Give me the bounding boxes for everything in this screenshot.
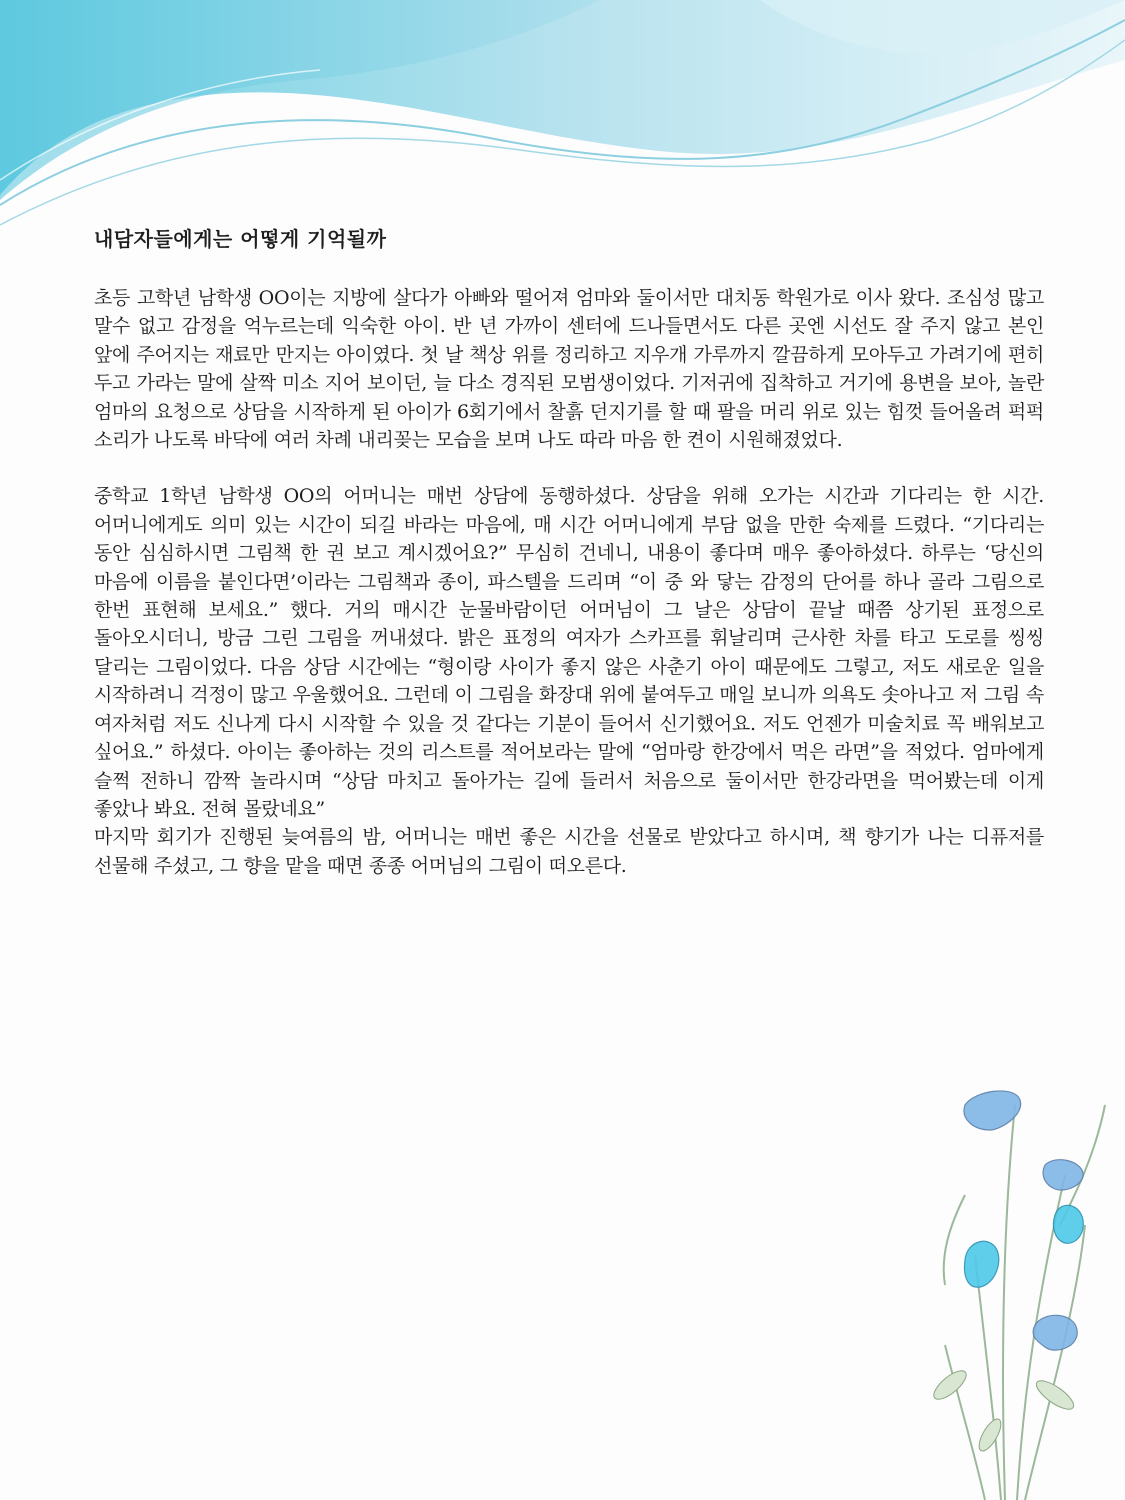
article-body xyxy=(94,224,1044,880)
watercolor-flowers-illustration xyxy=(905,1085,1125,1500)
paragraph-spacer xyxy=(94,454,1044,482)
wave-header-decoration xyxy=(0,0,1125,240)
paragraph-2: 중학교 1학년 남학생 OO의 어머니는 매번 상담에 동행하셨다. 상담을 위해 오가는 시간과 기다리는 한 시간. 어머니에게도 의미 있는 시간이 되길 바라는 마음에, 매 시간 어머니에게 부담 없을 만한 숙제를 드렸다. “기다리는 동안 심심하시면 그림책 한 권 보고 계시겠어요?” 무심히 건네니, 내용이 좋다며 매우 좋아하셨다. 하루는 ‘당신의 마음에 이름을 붙인다면’이라는 그림책과 종이, 파스텔을 드리며 “이 중 와 닿는 감정의 단어를 하나 골라 그림으로 한번 표현해 보세요.” 했다. 거의 매시간 눈물바람이던 어머님이 그 날은 상담이 끝날 때쯤 상기된 표정으로 돌아오시더니, 방금 그린 그림을 꺼내셨다. 밝은 표정의 여자가 스카프를 휘날리며 근사한 차를 타고 도로를 씽씽 달리는 그림이었다. 다음 상담 시간에는 “형이랑 사이가 좋지 않은 사춘기 아이 때문에도 그렇고, 저도 새로운 일을 시작하려니 걱정이 많고 우울했어요. 그런데 이 그림을 화장대 위에 붙여두고 매일 보니까 의욕도 솟아나고 저 그림 속 여자처럼 저도 신나게 다시 시작할 수 있을 것 같다는 기분이 들어서 신기했어요. 저도 언젠가 미술치료 꼭 배워보고 싶어요.” 하셨다. 아이는 좋아하는 것의 리스트를 적어보라는 말에 “엄마랑 한강에서 먹은 라면”을 적었다. 엄마에게 슬쩍 전하니 깜짝 놀라시며 “상담 마치고 돌아가는 길에 들러서 처음으로 둘이서만 한강라면을 먹어봤는데 이게 좋았나 봐요. 전혀 몰랐네요” xyxy=(94,485,1044,820)
paragraph-1: 초등 고학년 남학생 OO이는 지방에 살다가 아빠와 떨어져 엄마와 둘이서만 대치동 학원가로 이사 왔다. 조심성 많고 말수 없고 감정을 억누르는데 익숙한 아이. 반 년 가까이 센터에 드나들면서도 다른 곳엔 시선도 잘 주지 않고 본인 앞에 주어지는 재료만 만지는 아이였다. 첫 날 책상 위를 정리하고 지우개 가루까지 깔끔하게 모아두고 가려기에 편히 두고 가라는 말에 살짝 미소 지어 보이던, 늘 다소 경직된 모범생이었다. 기저귀에 집착하고 거기에 용변을 보아, 놀란 엄마의 요청으로 상담을 시작하게 된 아이가 6회기에서 찰흙 던지기를 할 때 팔을 머리 위로 있는 힘껏 들어올려 퍽퍽 소리가 나도록 바닥에 여러 차례 내리꽂는 모습을 보며 나도 따라 마음 한 켠이 시원해졌었다. xyxy=(94,287,1044,452)
paragraph-3: 마지막 회기가 진행된 늦여름의 밤, 어머니는 매번 좋은 시간을 선물로 받았다고 하시며, 책 향기가 나는 디퓨저를 선물해 주셨고, 그 향을 맡을 때면 종종 어머님의 그림이 떠오른다. xyxy=(94,826,1044,877)
article-title: 내담자들에게는 어떻게 기억될까 xyxy=(94,227,387,251)
